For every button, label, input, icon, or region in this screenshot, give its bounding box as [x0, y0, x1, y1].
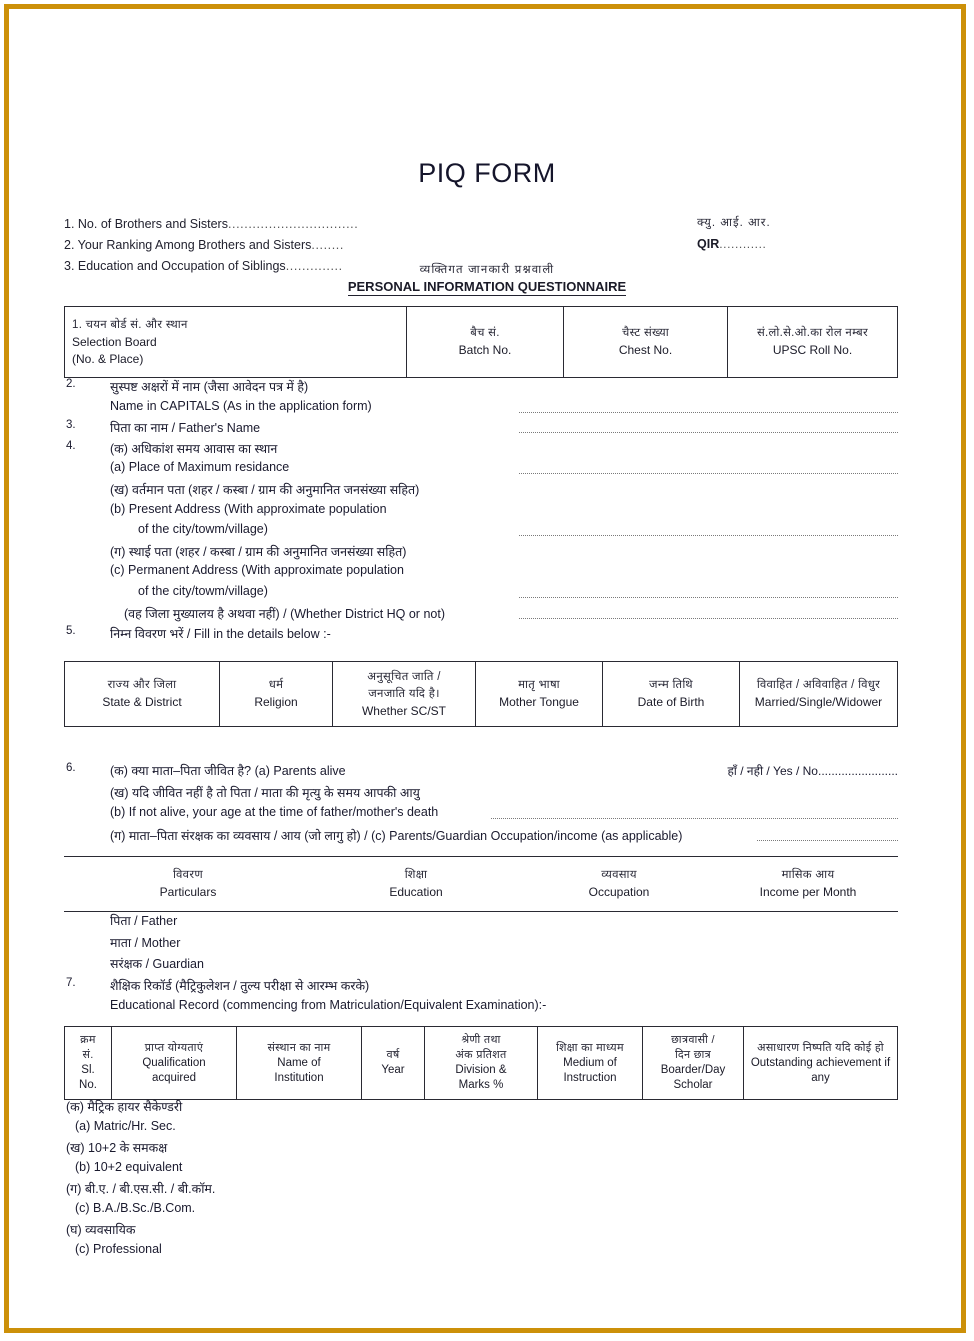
table-row: [64, 857, 898, 912]
upsc-roll-no-hindi: सं.लो.से.ओ.का रोल नम्बर: [756, 327, 869, 339]
cell-batch-no[interactable]: [407, 307, 564, 378]
date-of-birth-hindi: जन्म तिथि: [649, 679, 693, 691]
parents-section: [64, 762, 898, 848]
educational-record-2-label: सरंक्षक / Guardian: [110, 957, 204, 971]
particulars-table: [64, 856, 898, 912]
selection-board-table: [64, 306, 898, 378]
qualification-english: Qualification: [142, 1056, 206, 1069]
cell-marital-status[interactable]: [740, 662, 898, 727]
parents-q-0-label: (क) क्या माता–पिता जीवित है? (a) Parents alive: [110, 764, 346, 778]
state-district-hindi: राज्य और जिला: [107, 679, 177, 691]
education-record-table: [64, 1026, 898, 1100]
education-level-label: (क) मैट्रिक हायर सैकेण्डरी: [66, 1100, 183, 1114]
personal-detail-4-row: [64, 460, 898, 481]
cell-religion[interactable]: [220, 662, 333, 727]
cell-state-district[interactable]: [65, 662, 220, 727]
personal-detail-0-number: 2.: [66, 378, 76, 390]
medium-hindi: शिक्षा का माध्यम: [556, 1041, 624, 1054]
educational-record-3-row: [64, 977, 898, 999]
sibling-q1-label: 1. No. of Brothers and Sisters: [64, 217, 228, 231]
selection-board-hindi: 1. चयन बोर्ड सं. और स्थान: [72, 318, 188, 331]
educational-record-1-row: [64, 934, 898, 956]
cell-education[interactable]: [312, 857, 520, 912]
education-level-label: (c) B.A./B.Sc./B.Com.: [75, 1200, 196, 1215]
personal-detail-5-row: [64, 481, 898, 502]
personal-detail-11-fill-line[interactable]: [519, 618, 898, 619]
personal-detail-10-label: of the city/towm/village): [138, 583, 268, 598]
table-row: [65, 307, 898, 378]
sl-no-hindi: क्रम: [80, 1034, 96, 1046]
chest-no-english: Chest No.: [618, 343, 673, 357]
parents-q-2-fill-line[interactable]: [491, 818, 898, 819]
sc-st-english: Whether SC/ST: [361, 703, 447, 718]
qir-dots: ............: [719, 237, 767, 251]
medium-english: Medium of: [563, 1056, 617, 1069]
personal-detail-2-label: पिता का नाम / Father's Name: [110, 421, 261, 436]
parents-q-2-row: [64, 805, 898, 827]
parents-q-0-row: [64, 762, 898, 784]
cell-institution[interactable]: [237, 1027, 362, 1100]
institution-hindi: संस्थान का नाम: [267, 1041, 331, 1054]
subheading-english: PERSONAL INFORMATION QUESTIONNAIRE: [347, 279, 627, 294]
education-level-item: [66, 1221, 900, 1242]
personal-detail-8-row: [64, 543, 898, 564]
qir-block: [697, 213, 771, 255]
occupation-english: Occupation: [588, 885, 650, 899]
personal-detail-1-fill-line[interactable]: [519, 412, 898, 413]
cell-selection-board[interactable]: [65, 307, 407, 378]
selection-board-english2: (No. & Place): [72, 351, 144, 366]
occupation-hindi: व्यवसाय: [601, 869, 637, 881]
educational-record-0-label: पिता / Father: [110, 914, 178, 928]
personal-detail-0-row: [64, 378, 898, 399]
boarder-english2: Scholar: [673, 1079, 713, 1091]
education-level-label: (ख) 10+2 के समकक्ष: [66, 1141, 168, 1155]
boarder-english: Boarder/Day: [660, 1064, 726, 1076]
personal-detail-10-row: [64, 584, 898, 605]
chest-no-hindi: चैस्ट संख्या: [621, 327, 670, 339]
personal-detail-10-fill-line[interactable]: [519, 597, 898, 598]
personal-detail-11-label: (वह जिला मुख्यालय है अथवा नहीं) / (Whether District HQ or not): [124, 606, 445, 621]
personal-detail-9-label: (c) Permanent Address (With approximate population: [110, 563, 404, 578]
educational-record-4-row: [64, 998, 898, 1020]
personal-detail-11-row: [64, 605, 898, 626]
sc-st-hindi2: जनजाति यदि है।: [368, 687, 440, 700]
educational-record-0-row: [64, 912, 898, 934]
parents-q-3-row: [64, 827, 898, 849]
cell-outstanding-achievement[interactable]: [744, 1027, 898, 1100]
cell-sl-no[interactable]: [65, 1027, 112, 1100]
sl-no-english: Sl.: [81, 1064, 95, 1076]
cell-year[interactable]: [362, 1027, 425, 1100]
personal-detail-7-fill-line[interactable]: [519, 535, 898, 536]
subheading: [0, 262, 974, 296]
cell-occupation[interactable]: [520, 857, 718, 912]
cell-boarder-day-scholar[interactable]: [643, 1027, 744, 1100]
division-english2: Marks %: [458, 1079, 504, 1091]
qualification-english2: acquired: [151, 1071, 197, 1084]
marital-status-english: Married/Single/Widower: [754, 695, 883, 709]
batch-no-english: Batch No.: [458, 343, 512, 357]
marital-status-hindi: विवाहित / अविवाहित / विधुर: [756, 679, 881, 691]
sibling-q1-dots: ................................: [227, 217, 359, 231]
batch-no-hindi: बैच सं.: [470, 327, 500, 339]
cell-date-of-birth[interactable]: [603, 662, 740, 727]
sibling-q2-label: 2. Your Ranking Among Brothers and Sisters: [64, 238, 312, 252]
division-hindi: श्रेणी तथा: [461, 1034, 501, 1046]
achievement-english: Outstanding achievement if: [750, 1056, 891, 1069]
year-english: Year: [381, 1064, 405, 1076]
personal-detail-6-label: (b) Present Address (With approximate population: [110, 501, 387, 516]
medium-english2: Instruction: [563, 1071, 617, 1084]
cell-upsc-roll-no[interactable]: [728, 307, 898, 378]
education-level-item: [66, 1139, 900, 1160]
cell-particulars[interactable]: [64, 857, 312, 912]
mother-tongue-hindi: मातृ भाषा: [518, 679, 560, 691]
division-hindi2: अंक प्रतिशत: [455, 1049, 507, 1061]
selection-board-english: Selection Board: [72, 334, 157, 349]
education-level-item: [66, 1180, 900, 1201]
achievement-hindi: असाधारण निष्पति यदि कोई हो: [757, 1041, 884, 1054]
educational-record-1-label: माता / Mother: [110, 935, 181, 950]
education-level-item: [66, 1242, 900, 1263]
qualification-hindi: प्राप्त योग्यताएं: [144, 1041, 204, 1054]
personal-detail-3-label: (क) अधिकांश समय आवास का स्थान: [110, 441, 278, 456]
sl-no-hindi2: सं.: [82, 1049, 94, 1061]
sibling-q3-dots: ..............: [285, 259, 343, 273]
educational-record-2-row: [64, 955, 898, 977]
cell-sc-st[interactable]: [333, 662, 476, 727]
list-item: [64, 235, 358, 256]
qir-hindi-label: क्यु. आई. आर.: [697, 217, 771, 229]
personal-detail-2-fill-line[interactable]: [519, 432, 898, 433]
upsc-roll-no-english: UPSC Roll No.: [772, 343, 853, 357]
page-title: PIQ FORM: [418, 158, 556, 188]
cell-division-marks[interactable]: [425, 1027, 538, 1100]
parents-q-3-label: (ग) माता–पिता संरक्षक का व्यवसाय / आय (जो लागु हो) / (c) Parents/Guardian Occupation/income (as applicable): [110, 828, 683, 843]
parents-alive-yes-no[interactable]: हाँ / नही / Yes / No........................: [727, 764, 898, 778]
education-level-label: (b) 10+2 equivalent: [75, 1159, 183, 1174]
personal-detail-3-row: [64, 440, 898, 461]
education-level-label: (घ) व्यवसायिक: [66, 1223, 136, 1237]
personal-detail-8-label: (ग) स्थाई पता (शहर / कस्बा / ग्राम की अनुमानित जनसंख्या सहित): [110, 544, 407, 559]
sibling-q2-dots: ........: [311, 238, 344, 252]
personal-detail-1-row: [64, 399, 898, 420]
education-levels-list: [66, 1098, 900, 1262]
educational-record-3-label: शैक्षिक रिकॉर्ड (मैट्रिकुलेशन / तुल्य परीक्षा से आरम्भ करके): [110, 978, 370, 993]
education-level-label: (c) Professional: [75, 1241, 162, 1256]
qir-label: QIR: [697, 237, 720, 251]
income-hindi: मासिक आय: [781, 869, 835, 881]
religion-hindi: धर्म: [268, 679, 284, 691]
education-level-item: [66, 1119, 900, 1140]
education-level-item: [66, 1201, 900, 1222]
personal-detail-12-number: 5.: [66, 625, 76, 638]
educational-record-4-label: Educational Record (commencing from Matriculation/Equivalent Examination):-: [110, 998, 547, 1012]
religion-english: Religion: [254, 695, 298, 709]
particulars-hindi: विवरण: [173, 869, 203, 881]
division-english: Division &: [455, 1064, 507, 1076]
state-district-english: State & District: [102, 695, 182, 709]
personal-details-section: [64, 378, 898, 646]
table-row: [65, 1027, 898, 1100]
parents-q-1-row: [64, 784, 898, 806]
list-item: [64, 214, 358, 235]
education-level-item: [66, 1098, 900, 1119]
education-hindi: शिक्षा: [404, 869, 428, 881]
educational-record-section: [64, 912, 898, 1020]
education-level-label: (a) Matric/Hr. Sec.: [75, 1118, 176, 1133]
boarder-hindi: छात्रवासी /: [671, 1034, 715, 1046]
institution-english: Name of: [277, 1056, 321, 1069]
personal-detail-6-row: [64, 502, 898, 523]
personal-detail-12-label: निम्न विवरण भरें / Fill in the details below :-: [110, 627, 331, 642]
parents-q-0-number: 6.: [66, 762, 76, 774]
achievement-english2: any: [811, 1071, 830, 1084]
personal-detail-2-row: [64, 419, 898, 440]
education-english: Education: [389, 885, 443, 899]
educational-record-3-number: 7.: [66, 976, 76, 989]
table-row: [65, 662, 898, 727]
cell-chest-no[interactable]: [564, 307, 728, 378]
year-hindi: वर्ष: [386, 1049, 400, 1061]
parents-q-1-label: (ख) यदि जीवित नहीं है तो पिता / माता की मृत्यु के समय आपकी आयु: [110, 785, 420, 800]
cell-qualification[interactable]: [112, 1027, 237, 1100]
particulars-english: Particulars: [159, 885, 217, 899]
personal-detail-4-fill-line[interactable]: [519, 473, 898, 474]
sibling-q3-label: 3. Education and Occupation of Siblings: [64, 259, 286, 273]
income-english: Income per Month: [759, 885, 857, 899]
personal-detail-9-row: [64, 563, 898, 584]
cell-medium[interactable]: [538, 1027, 643, 1100]
personal-detail-1-label: Name in CAPITALS (As in the application form): [110, 398, 372, 413]
cell-mother-tongue[interactable]: [476, 662, 603, 727]
personal-detail-3-number: 4.: [66, 439, 76, 452]
sc-st-hindi: अनुसूचित जाति /: [367, 670, 441, 683]
personal-detail-7-label: of the city/towm/village): [138, 522, 268, 537]
personal-detail-4-label: (a) Place of Maximum residance: [110, 460, 290, 475]
parents-q-3-fill-line[interactable]: [757, 840, 898, 841]
parents-q-2-label: (b) If not alive, your age at the time of father/mother's death: [110, 805, 439, 819]
education-level-item: [66, 1160, 900, 1181]
boarder-hindi2: दिन छात्र: [675, 1049, 711, 1061]
state-district-table: [64, 661, 898, 727]
sl-no-english2: No.: [79, 1079, 97, 1091]
personal-detail-0-label: सुस्पष्ट अक्षरों में नाम (जैसा आवेदन पत्र में है): [110, 380, 309, 394]
date-of-birth-english: Date of Birth: [637, 695, 705, 709]
subheading-hindi: व्यक्तिगत जानकारी प्रश्नवाली: [419, 264, 555, 276]
institution-english2: Institution: [274, 1071, 324, 1084]
education-level-label: (ग) बी.ए. / बी.एस.सी. / बी.कॉम.: [66, 1182, 216, 1196]
personal-detail-12-row: [64, 625, 898, 646]
personal-detail-5-label: (ख) वर्तमान पता (शहर / कस्बा / ग्राम की अनुमानित जनसंख्या सहित): [110, 482, 420, 497]
cell-income[interactable]: [718, 857, 898, 912]
personal-detail-2-number: 3.: [66, 419, 76, 432]
personal-detail-7-row: [64, 522, 898, 543]
mother-tongue-english: Mother Tongue: [499, 695, 579, 709]
